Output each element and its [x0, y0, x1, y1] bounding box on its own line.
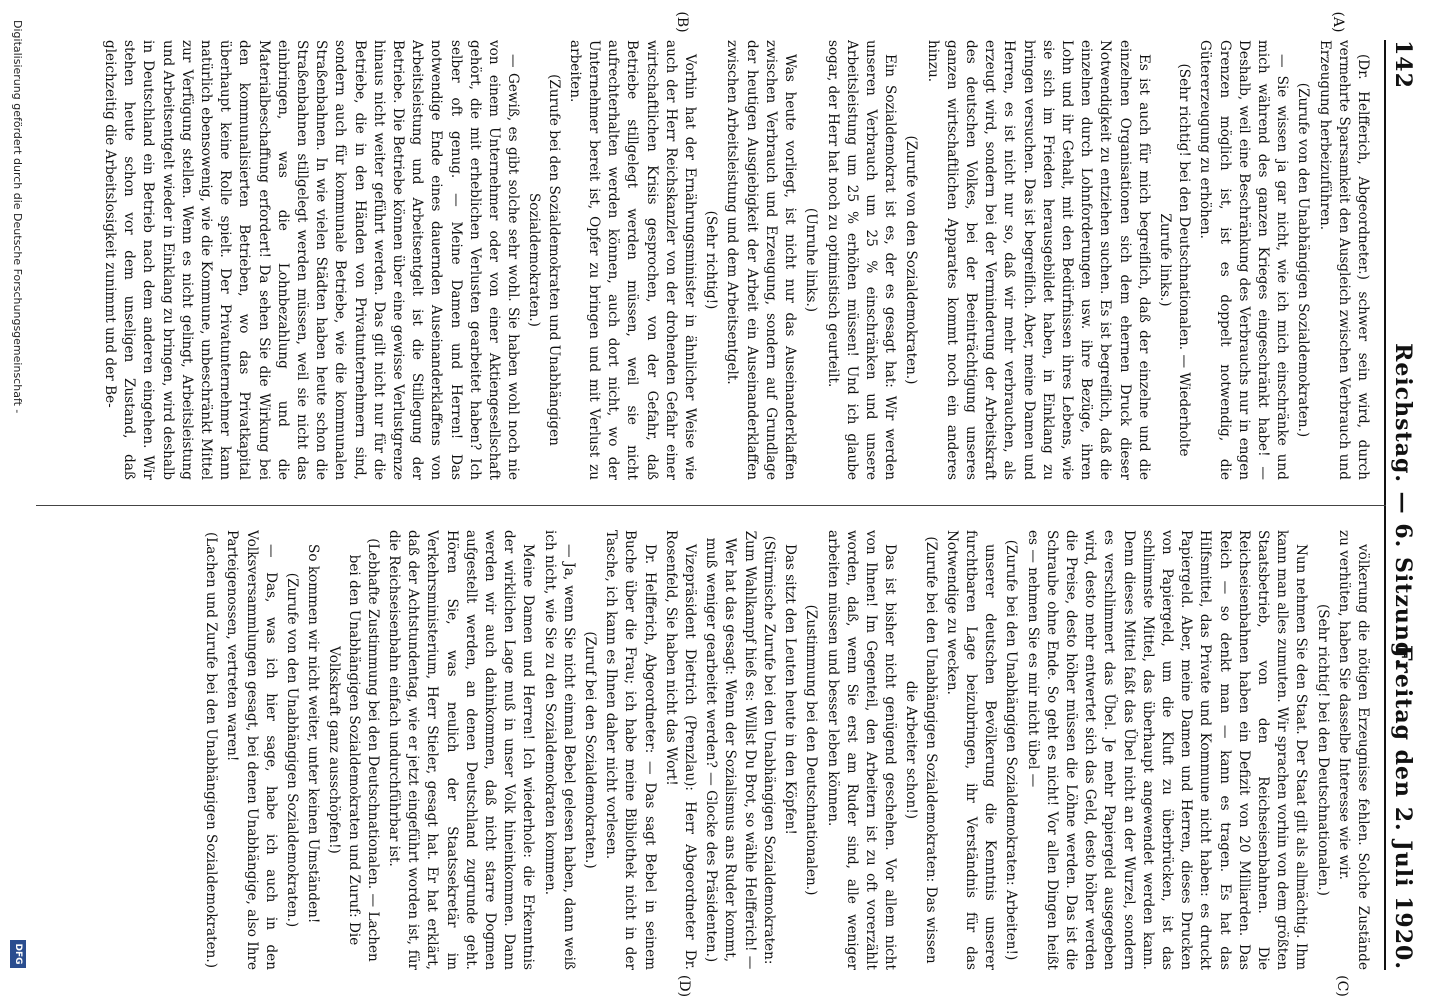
page-header	[1384, 40, 1426, 970]
interjection: (Unruhe links.)	[803, 207, 820, 313]
paragraph: — Gewiß, es gibt solche sehr wohl. Sie haben wohl noch nie von einem Unternehmer oder von einer Aktiengesellschaft gehört, die mit erheblichen Verlusten gearbeitet haben? Ich selber oft genug. — Meine Damen und Herren! Das notwendige Ende eines dauernden Auseinanderklaffens von Arbeitsleistung und Arbeitsentgelt ist die Stillegung der Betriebe. Die Betriebe können über eine gewisse Verlustgrenze hinaus nicht weiter geführt werden. Das gilt nicht nur für die Betriebe, die in den Händen von Privatunternehmern sind, sondern auch für kommunale Betriebe, wie die kommunalen Straßenbahnen. In wie vielen Städten haben heute schon die Straßenbahnen stillgelegt werden müssen, weil sie nicht das einbringen, was die Lohnbezahlung und die Materialbeschaffung erfordert! Da sehen Sie die Wirkung bei den kommunalisierten Betrieben, wo das Privatkapital überhaupt keine Rolle spielt. Der Privatunternehmer kann natürlich ebensowenig, wie die Kommune, unbeschränkt Mittel zur Verfügung stellen. Wenn es nicht gelingt, Arbeitsleistung und Arbeitsentgelt wieder in Einklang zu bringen, wird deshalb in Deutschland ein Betrieb nach dem anderen eingehen. Wir stehen heute schon vor dem unseligen Zustand, daß gleichzeitig die Arbeitslosigkeit zunimmt und der Be-	[102, 40, 522, 480]
interjection: (Sehr richtig! bei den Deutschnationalen. — Wiederholte Zurufe links.)	[1156, 63, 1193, 457]
speaker-paragraph: Vizepräsident Dietrich (Prenzlau): Herr Abgeordneter Dr. Rosenfeld, Sie haben nicht das Wort!	[662, 530, 699, 970]
dfg-logo: DFG	[10, 940, 26, 968]
page-number: 142	[1390, 40, 1416, 89]
paragraph: völkerung die nötigen Erzeugnisse fehlen. Solche Zustände zu verhüten, haben Sie dasselbe Interesse wie wir.	[1335, 530, 1371, 970]
funding-credit: Digitalisierung gefördert durch die Deutsche Forschungsgemeinschaft -	[11, 20, 24, 414]
column-divider	[36, 505, 1386, 506]
paragraph: — Ja, wenn Sie nicht einmal Bebel gelesen haben, dann weiß ich nicht, wie Sie zu den Sozialdemokraten kommen.	[541, 530, 577, 970]
paragraph: Das sitzt den Leuten heute in den Köpfen!	[782, 544, 799, 835]
interjection: (Zurufe bei den Unabhängigen Sozialdemokraten: Arbeiten!)	[1003, 539, 1020, 961]
interjection: (Zuruf bei den Sozialdemokraten.)	[582, 631, 599, 869]
paragraph: Vorhin hat der Ernährungsminister in ähnlicher Weise wie auch der Herr Reichskanzler von der drohenden Gefahr einer wirtschaftlichen Krisis gesprochen, von der Gefahr, daß Betriebe stillgelegt werden müssen, weil sie nicht aufrechterhalten werden können, auch dort nicht, wo der Unternehmer bereit ist, Opfer zu bringen und mit Verlust zu arbeiten.	[566, 40, 699, 480]
interjection: (Zurufe von den Unabhängigen Sozialdemokraten.)	[284, 572, 301, 928]
interjection: (Lachen und Zurufe bei den Unabhängigen Sozialdemokraten.)	[203, 531, 220, 969]
left-column	[42, 40, 1372, 480]
session-title: Reichstag. — 6. Sitzung.	[1390, 343, 1416, 667]
interjection: (Lebhafte Zustimmung bei den Deutschnationalen. — Lachen bei den Unabhängigen Sozialdemokraten und Zuruf: Die Volkskraft ganz ausschöpfen!)	[326, 538, 381, 962]
paragraph: So kommen wir nicht weiter, unter keinen Umständen!	[305, 544, 322, 924]
margin-marker-a: (A)	[1330, 11, 1346, 33]
interjection: (Zurufe von den Unabhängigen Sozialdemokraten.)	[1295, 82, 1312, 438]
session-date: Freitag den 2. Juli 1920.	[1390, 645, 1416, 970]
margin-marker-b: (B)	[674, 11, 690, 33]
interjection: (Sehr richtig!)	[703, 210, 720, 310]
interjection: (Zustimmung bei den Deutschnationalen.)	[803, 604, 820, 896]
paragraph: Meine Damen und Herren! Ich wiederhole: die Erkenntnis der wirklichen Lage muß in unser Volk hineinkommen. Dann werden wir auch dahinkommen, daß nicht starre Dogmen aufgestellt werden, an denen Deutschland zugrunde geht. Hören Sie, was neulich der Staatssekretär im Verkehrsministerium, Herr Stieler, gesagt hat. Er hat erklärt, daß der Achtstundentag, wie er jetzt eingeführt worden ist, für die Reichseisenbahn einfach undurchführbar ist.	[386, 530, 537, 970]
digitization-footer	[4, 0, 30, 1000]
speaker-paragraph: Dr. Helfferich, Abgeordneter: — Das sagt Bebel in seinem Buche über die Frau; ich habe meine Bibliothek nicht in der Tasche, ich kann es Ihnen daher nicht vorlesen.	[603, 530, 658, 970]
interjection: (Sehr richtig! bei den Deutschnationalen.)	[1314, 604, 1331, 896]
paragraph: unserer deutschen Bevölkerung die Kenntnis unserer furchtbaren Lage beizubringen, ihr Verständnis für das Notwendige zu wecken.	[943, 530, 999, 970]
paragraph: — Das, was ich hier sage, habe ich auch in den Volksversammlungen gesagt, bei denen Unabhängige, also Ihre Parteigenossen, vertreten waren!	[224, 530, 279, 970]
paragraph: Nun nehmen Sie den Staat. Der Staat gilt als allmächtig. Ihm kann man alles zumuten. Wir sprachen vorhin von dem größten Staatsbetrieb, von den Reichseisenbahnen. Die Reichseisenbahnen haben ein Defizit von 20 Milliarden. Das Reich — so denkt man — kann es tragen. Es hat das Hilfsmittel, das Private und Kommune nicht haben: es druckt Papiergeld. Aber, meine Damen und Herren, dieses Drucken von Papiergeld, um die Kluft zu überbrücken, ist das schlimmste Mittel, das überhaupt angewendet werden kann. Denn dieses Mittel faßt das Übel nicht an der Wurzel, sondern es verschlimmert das Übel. Je mehr Papiergeld ausgegeben wird, desto mehr entwertet sich das Geld, desto höher werden die Preise, desto höher müssen die Löhne werden. Das ist die Schraube ohne Ende. So geht es nicht! Vor allen Dingen heißt es — nehmen Sie es mir nicht übel —	[1024, 530, 1310, 970]
interjection: (Stürmische Zurufe bei den Unabhängigen Sozialdemokraten: Zum Wahlkampf hieß es: Willst Du Brot, so wähle Helfferich! — Wer hat das gesagt: Wenn der Sozialismus ans Ruder kommt, muß weniger gearbeitet werden? — Glocke des Präsidenten.)	[703, 530, 777, 970]
interjection: (Zurufe von den Sozialdemokraten.)	[903, 135, 920, 385]
paragraph: (Dr. Helfferich, Abgeordneter.) schwer sein wird, durch vermehrte Sparsamkeit den Ausgleich zwischen Verbrauch und Erzeugung herbeizuführen.	[1316, 40, 1371, 480]
paragraph: Ein Sozialdemokrat ist es, der es gesagt hat: Wir werden unseren Verbrauch um 25 % einschränken und unsere Arbeitsleistung um 25 % erhöhen müssen! Und ich glaube sogar, der Herr hat noch zu optimistisch geurteilt.	[824, 40, 899, 480]
paragraph: — Sie wissen ja gar nicht, wie ich mich einschränke und mich während des ganzen Krieges eingeschränkt habe! — Deshalb, weil eine Beschränkung des Verbrauchs nur in engen Grenzen möglich ist, ist es doppelt notwendig, die Gütererzeugung zu erhöhen.	[1197, 40, 1291, 480]
margin-marker-d: (D)	[676, 974, 692, 998]
interjection: (Zurufe bei den Sozialdemokraten und Unabhängigen Sozialdemokraten.)	[526, 74, 562, 446]
paragraph: Es ist auch für mich begreiflich, daß der einzelne und die einzelnen Organisationen sich dem ehernen Druck dieser Notwendigkeit zu entziehen suchen. Es ist begreiflich, daß die einzelnen durch Lohnforderungen usw. ihre Bezüge, ihren Lohn und ihr Gehalt, mit den Bedürfnissen ihres Lebens, wie sie sich im Frieden herausgebildet haben, in Einklang zu bringen versuchen. Das ist begreiflich. Aber, meine Damen und Herren, es ist nicht nur so, daß wir mehr verbrauchen, als erzeugt wird, sondern bei der Verminderung der Arbeitskraft des deutschen Volkes, bei der Beeinträchtigung unseres ganzen wirtschaftlichen Apparates kommt noch ein anderes hinzu.	[924, 40, 1152, 480]
paragraph: Das ist bisher nicht genügend geschehen. Vor allem nicht von Ihnen! Im Gegenteil, den Arbeitern ist zu oft vorerzählt worden, daß, wenn Sie erst am Ruder sind, alle weniger arbeiten müssen und besser leben können.	[824, 530, 899, 970]
margin-marker-c: (C)	[1334, 975, 1350, 997]
paragraph: Was heute vorliegt, ist nicht nur das Auseinanderklaffen zwischen Verbrauch und Erzeugung, sondern auf Grundlage der heutigen Ausgiebigkeit der Arbeit ein Auseinanderklaffen zwischen Arbeitsleistung und dem Arbeitsentgelt.	[724, 40, 799, 480]
interjection: (Zurufe bei den Unabhängigen Sozialdemokraten: Das wissen die Arbeiter schon!)	[903, 536, 939, 964]
right-column	[42, 530, 1372, 970]
